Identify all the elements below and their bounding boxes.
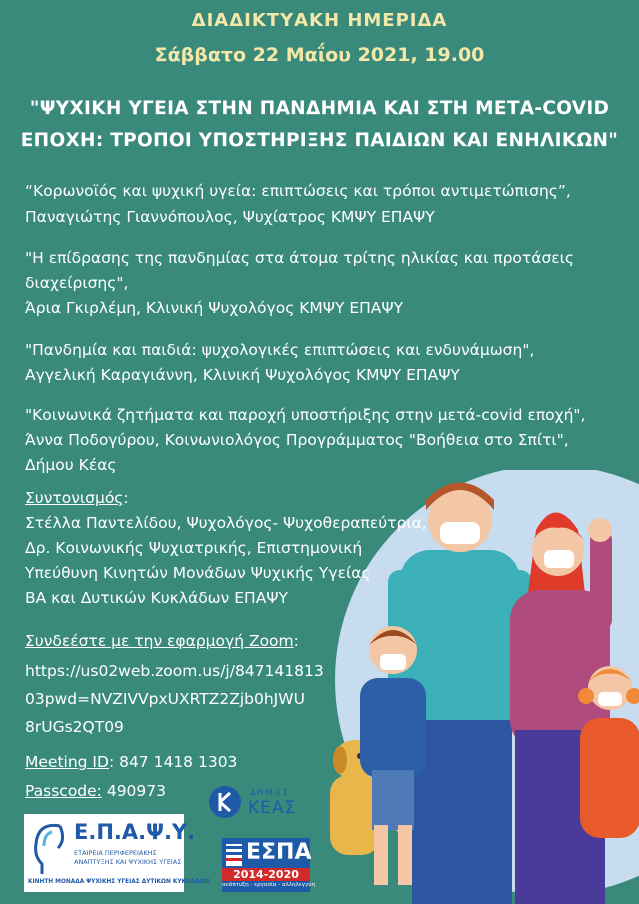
event-title-line-1: "ΨΥΧΙΚΗ ΥΓΕΙΑ ΣΤΗΝ ΠΑΝΔΗΜΙΑ ΚΑΙ ΣΤΗ ΜΕΤΑ-COVID	[29, 98, 610, 119]
zoom-link-line-2[interactable]: 03pwd=NVZIVVpxUXRTZ2Zjb0hJWU	[25, 690, 305, 708]
zoom-label-colon: :	[293, 632, 299, 650]
talk-4-line-2: Άννα Ποδογύρου, Κοινωνιολόγος Προγράμματος "Βοήθεια στο Σπίτι",	[25, 431, 569, 449]
epapsy-subtitle-1: ΕΤΑΙΡΕΙΑ ΠΕΡΙΦΕΡΕΙΑΚΗΣ	[74, 849, 157, 857]
epapsy-head-icon	[30, 820, 68, 876]
epapsy-subtitle-2: ΑΝΑΠΤΥΞΗΣ ΚΑΙ ΨΥΧΙΚΗΣ ΥΓΕΙΑΣ	[74, 858, 182, 866]
coordination-label-text: Συντονισμός	[25, 489, 124, 507]
event-title-line-2: ΕΠΟΧΗ: ΤΡΟΠΟΙ ΥΠΟΣΤΗΡΙΞΗΣ ΠΑΙΔΙΩΝ ΚΑΙ ΕΝΗΛΙΚΩΝ"	[20, 130, 619, 151]
talk-3-line-2: Αγγελική Καραγιάννη, Κλινική Ψυχολόγος ΚΜΨΥ ΕΠΑΨΥ	[25, 366, 460, 384]
event-date-time: Σάββατο 22 Μαΐου 2021, 19.00	[154, 44, 485, 66]
coordination-label-colon: :	[123, 489, 129, 507]
passcode	[25, 782, 166, 800]
espa-flag-icon	[226, 844, 242, 866]
meeting-id-value: : 847 1418 1303	[108, 753, 238, 771]
coordinator-line-4: ΒΑ και Δυτικών Κυκλάδων ΕΠΑΨΥ	[25, 589, 288, 607]
coordinator-line-1: Στέλλα Παντελίδου, Ψυχολόγος- Ψυχοθεραπεύτρια,	[25, 514, 427, 532]
family-illustration	[300, 470, 639, 904]
zoom-link-line-1[interactable]: https://us02web.zoom.us/j/847141813	[25, 662, 324, 680]
kea-municipality-label: ΔΗΜΟΣ	[250, 788, 290, 797]
kea-emblem-icon	[208, 785, 242, 819]
coordination-label	[25, 489, 129, 507]
espa-slogan: ανάπτυξη - εργασία - αλληλεγγύη	[222, 882, 315, 888]
talk-1-line-1: “Κορωνοϊός και ψυχική υγεία: επιπτώσεις και τρόποι αντιμετώπισης”,	[25, 182, 571, 200]
epapsy-name: Ε.Π.Α.Ψ.Υ.	[74, 820, 196, 844]
coordinator-line-3: Υπεύθυνη Κινητών Μονάδων Ψυχικής Υγείας	[25, 564, 371, 582]
talk-4-line-3: Δήμου Κέας	[25, 456, 117, 474]
event-type-heading: ΔΙΑΔΙΚΤΥΑΚΗ ΗΜΕΡΙΔΑ	[191, 10, 448, 31]
zoom-label	[25, 632, 299, 650]
talk-3-line-1: "Πανδημία και παιδιά: ψυχολογικές επιπτώσεις και ενδυνάμωση",	[25, 341, 535, 359]
epapsy-unit-name: ΚΙΝΗΤΗ ΜΟΝΑΔΑ ΨΥΧΙΚΗΣ ΥΓΕΙΑΣ ΔΥΤΙΚΩΝ ΚΥΚΛΑΔΩΝ	[28, 879, 210, 885]
espa-logo	[222, 838, 315, 892]
talk-2-line-2: διαχείρισης",	[25, 274, 129, 292]
epapsy-logo	[24, 814, 210, 892]
coordinator-line-2: Δρ. Κοινωνικής Ψυχιατρικής, Επιστημονική	[25, 539, 363, 557]
talk-1-line-2: Παναγιώτης Γιαννόπουλος, Ψυχίατρος ΚΜΨΥ ΕΠΑΨΥ	[25, 208, 435, 226]
talk-4-line-1: "Κοινωνικά ζητήματα και παροχή υποστήριξης στην μετά-covid εποχή",	[25, 406, 586, 424]
talk-2-line-3: Άρια Γκιρλέμη, Κλινική Ψυχολόγος ΚΜΨΥ ΕΠΑΨΥ	[25, 299, 404, 317]
meeting-id	[25, 753, 237, 771]
talk-2-line-1: "Η επίδρασης της πανδημίας στα άτομα τρίτης ηλικίας και προτάσεις	[25, 249, 574, 267]
zoom-label-text: Συνδεέστε με την εφαρμογή Zoom	[25, 632, 294, 650]
meeting-id-label: Meeting ID	[25, 753, 109, 771]
passcode-label: Passcode:	[25, 782, 102, 800]
zoom-link-line-3[interactable]: 8rUGs2QT09	[25, 718, 124, 736]
passcode-value: 490973	[101, 782, 167, 800]
girl-figure	[578, 666, 639, 838]
espa-name: ΕΣΠΑ	[246, 840, 312, 865]
kea-name: ΚΕΑΣ	[248, 798, 297, 818]
espa-years: 2014-2020	[222, 868, 310, 881]
